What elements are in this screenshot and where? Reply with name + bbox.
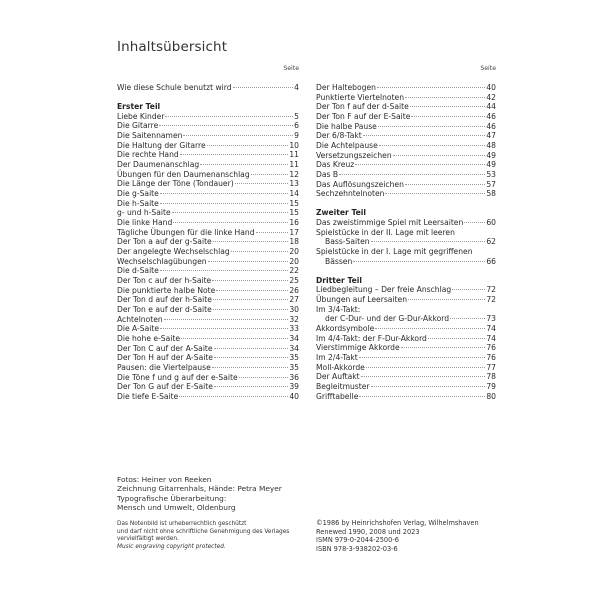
toc-entry-label: Der Ton d auf der h-Saite	[117, 295, 212, 305]
toc-entry[interactable]	[316, 180, 496, 190]
dot-leader	[405, 184, 485, 185]
toc-entry-label: Der Ton f auf der d-Saite	[316, 102, 409, 112]
toc-entry[interactable]: Bässen 66	[325, 256, 496, 266]
toc-entry[interactable]	[316, 334, 496, 344]
legal-line: und darf nicht ohne schriftliche Genehmigung des Verlages	[117, 528, 290, 535]
toc-entry-page: 32	[289, 314, 299, 324]
dot-leader	[256, 232, 289, 233]
toc-entry-label: Die halbe Pause	[316, 121, 377, 131]
toc-entry-page: 42	[486, 92, 496, 102]
toc-entry[interactable]: der C-Dur- und der G-Dur-Akkord 73	[325, 314, 496, 324]
toc-entry-label: Das Auflösungszeichen	[316, 179, 404, 189]
toc-entry-label: Die tiefe E-Saite	[117, 391, 179, 401]
dot-leader	[355, 164, 485, 165]
dot-leader	[371, 386, 486, 387]
dot-leader	[159, 125, 293, 126]
toc-entry[interactable]	[316, 392, 496, 402]
toc-entry[interactable]	[117, 353, 299, 363]
credit-line: Fotos: Heiner von Reeken	[117, 475, 212, 484]
dot-leader	[160, 328, 288, 329]
toc-entry-page: 80	[486, 391, 496, 401]
dot-leader	[160, 270, 288, 271]
toc-entry-page: 20	[289, 247, 299, 256]
toc-entry[interactable]	[117, 266, 299, 276]
toc-entry-label: Die Haltung der Gitarre	[117, 140, 206, 150]
dot-leader	[213, 299, 288, 300]
toc-entry-page: 10	[289, 140, 299, 150]
dot-leader	[363, 135, 486, 136]
toc-entry-page: 49	[486, 160, 496, 170]
toc-entry-page: 35	[289, 362, 299, 372]
dot-leader	[160, 203, 288, 204]
credit-line: Mensch und Umwelt, Oldenburg	[117, 503, 236, 513]
toc-entry-page: 58	[486, 189, 496, 199]
dot-leader	[207, 145, 289, 146]
toc-entry[interactable]	[316, 170, 496, 180]
toc-entry-line[interactable]: Spielstücke in der I. Lage mit gegriffenen	[316, 247, 473, 256]
dot-leader	[172, 212, 289, 213]
toc-entry-line[interactable]: Im 3/4-Takt:	[316, 304, 361, 314]
toc-entry[interactable]: Übungen auf Leersaiten 72	[316, 295, 496, 305]
toc-entry-label: Die h-Saite	[117, 198, 159, 208]
toc-list	[316, 324, 496, 401]
toc-entry-label: Achtelnoten	[117, 314, 163, 324]
toc-entry-page: 57	[486, 179, 496, 189]
toc-entry-label: Der Auftakt	[316, 372, 360, 382]
toc-entry[interactable]	[316, 93, 496, 103]
toc-entry[interactable]	[117, 286, 299, 296]
dot-leader	[213, 241, 289, 242]
toc-entry-label: Der Daumenanschlag	[117, 160, 200, 170]
dot-leader	[200, 164, 288, 165]
toc-entry-page: 76	[486, 343, 496, 353]
toc-entry-label: Der Haltebogen	[316, 83, 376, 92]
section-heading: Dritter Teil	[316, 275, 362, 285]
toc-entry-page: 26	[289, 285, 299, 295]
toc-entry[interactable]	[316, 102, 496, 112]
toc-entry-page: 36	[289, 372, 299, 382]
toc-entry[interactable]	[117, 189, 299, 199]
legal-line: Das Notenbild ist urheberrechtlich geschützt	[117, 521, 247, 527]
toc-entry[interactable]	[117, 121, 299, 131]
toc-entry-page: 40	[289, 391, 299, 401]
dot-leader	[375, 328, 485, 329]
toc-entry-label: Akkordsymbole	[316, 324, 375, 334]
toc-entry[interactable]	[316, 189, 496, 199]
dot-leader	[410, 106, 486, 107]
dot-leader	[377, 87, 485, 88]
dot-leader	[231, 251, 289, 252]
toc-entry-page: 34	[289, 333, 299, 343]
toc-entry[interactable]	[316, 324, 496, 334]
toc-entry[interactable]	[117, 112, 299, 122]
toc-entry[interactable]	[117, 305, 299, 315]
copyright-notice	[316, 519, 479, 553]
dot-leader	[393, 155, 486, 156]
dot-leader	[214, 357, 288, 358]
dot-leader	[359, 396, 485, 397]
toc-entry-page: 15	[289, 198, 299, 208]
toc-entry[interactable]	[117, 363, 299, 373]
toc-entry[interactable]: Liedbegleitung – Der freie Anschlag 72	[316, 285, 496, 295]
dot-leader	[208, 261, 289, 262]
dot-leader	[160, 193, 288, 194]
toc-entry[interactable]	[117, 276, 299, 286]
toc-entry[interactable]	[117, 382, 299, 392]
toc-entry-page: 48	[486, 140, 496, 150]
credits	[117, 475, 282, 513]
toc-entry-page: 30	[289, 304, 299, 314]
toc-entry-page: 11	[289, 160, 299, 170]
toc-entry[interactable]: Wie diese Schule benutzt wird 4	[117, 83, 299, 92]
toc-entry-label: Das B	[316, 169, 339, 179]
toc-entry-label: Der angelegte Wechselschlag	[117, 247, 230, 256]
toc-entry-page: 11	[289, 150, 299, 160]
toc-entry-page: 20	[289, 256, 299, 266]
toc-entry-label: Die Töne f und g auf der e-Saite	[117, 372, 238, 382]
toc-entry-label: Vierstimmige Akkorde	[316, 343, 400, 353]
toc-entry-page: 46	[486, 111, 496, 121]
toc-entry[interactable]	[117, 392, 299, 402]
toc-entry[interactable]	[117, 160, 299, 170]
dot-leader	[411, 116, 485, 117]
toc-entry-label: Die Länge der Töne (Tondauer)	[117, 179, 234, 189]
dot-leader	[366, 367, 485, 368]
dot-leader	[385, 193, 485, 194]
toc-entry[interactable]	[316, 382, 496, 392]
toc-entry-label: Der Ton e auf der d-Saite	[117, 304, 212, 314]
toc-entry-page: 47	[486, 131, 496, 141]
toc-entry-label: Der 6/8-Takt	[316, 131, 362, 141]
toc-entry-page: 34	[289, 343, 299, 353]
dot-leader	[213, 309, 289, 310]
toc-entry-label: Im 2/4-Takt	[316, 353, 358, 363]
toc-entry-label: Die Gitarre	[117, 121, 159, 131]
toc-entry-page: 76	[486, 353, 496, 363]
dot-leader	[214, 386, 288, 387]
legal-line: Music engraving copyright protected.	[117, 543, 226, 550]
dot-leader	[173, 222, 288, 223]
toc-entry-label: Der Ton c auf der h-Saite	[117, 275, 212, 285]
page-column-header: Seite	[283, 65, 299, 72]
dot-leader	[181, 338, 288, 339]
dot-leader	[401, 347, 486, 348]
toc-entry-page: 74	[486, 333, 496, 343]
toc-entry-label: Pausen: die Viertelpause	[117, 362, 211, 372]
toc-entry[interactable]	[117, 131, 299, 141]
toc-entry-page: 17	[289, 227, 299, 237]
toc-entry[interactable]	[316, 353, 496, 363]
toc-entry-page: 53	[486, 169, 496, 179]
dot-leader	[235, 183, 289, 184]
toc-entry[interactable]	[316, 112, 496, 122]
toc-entry[interactable]	[117, 334, 299, 344]
toc-entry-page: 46	[486, 121, 496, 131]
toc-entry-label: Die rechte Hand	[117, 150, 179, 160]
section-heading: Zweiter Teil	[316, 208, 366, 218]
toc-entry-label: Der Ton a auf der g-Saite	[117, 237, 212, 247]
toc-left-column	[117, 64, 299, 402]
toc-entry[interactable]	[316, 141, 496, 151]
copyright-line: Renewed 1990, 2008 und 2023	[316, 527, 420, 536]
toc-entry-label: Sechzehntelnoten	[316, 189, 385, 199]
toc-entry-page: 39	[289, 382, 299, 392]
toc-entry-label: Übungen für den Daumenanschlag	[117, 169, 250, 179]
toc-entry-label: Die g-Saite	[117, 189, 159, 199]
toc-list	[316, 83, 496, 199]
dot-leader	[378, 126, 485, 127]
toc-entry-page: 44	[486, 102, 496, 112]
toc-entry[interactable]	[316, 131, 496, 141]
toc-entry-page: 79	[486, 382, 496, 392]
toc-entry-page: 27	[289, 295, 299, 305]
dot-leader	[361, 376, 486, 377]
dot-leader	[339, 174, 485, 175]
toc-entry-page: 49	[486, 150, 496, 160]
toc-entry-page: 40	[486, 83, 496, 92]
toc-entry-page: 25	[289, 275, 299, 285]
toc-entry[interactable]	[117, 295, 299, 305]
toc-entry[interactable]	[316, 83, 496, 93]
toc-entry[interactable]	[117, 218, 299, 228]
toc-entry-label: Wechselschlagübungen	[117, 256, 207, 266]
toc-entry-label: Tägliche Übungen für die linke Hand	[117, 227, 255, 237]
toc-entry-page: 13	[289, 179, 299, 189]
toc-entry[interactable]	[117, 257, 299, 267]
toc-entry-label: Grifftabelle	[316, 391, 359, 401]
toc-entry-page: 12	[289, 169, 299, 179]
toc-entry-page: 77	[486, 362, 496, 372]
toc-entry-page: 5	[294, 111, 299, 121]
toc-entry[interactable]	[117, 228, 299, 238]
toc-entry[interactable]	[117, 199, 299, 209]
dot-leader	[359, 357, 486, 358]
dot-leader	[239, 377, 289, 378]
toc-entry[interactable]: Das zweistimmige Spiel mit Leersaiten 60	[316, 218, 496, 228]
dot-leader	[212, 280, 288, 281]
dot-leader	[405, 97, 485, 98]
copyright-line: ©1986 by Heinrichshofen Verlag, Wilhelmshaven	[316, 519, 479, 527]
toc-entry-label: Die punktierte halbe Note	[117, 285, 216, 295]
toc-entry-label: Im 4/4-Takt: der F-Dur-Akkord	[316, 333, 427, 343]
toc-entry[interactable]	[316, 122, 496, 132]
toc-entry-label: Das Kreuz	[316, 160, 355, 170]
toc-entry[interactable]	[117, 324, 299, 334]
dot-leader	[216, 290, 288, 291]
dot-leader	[183, 135, 293, 136]
dot-leader	[214, 348, 289, 349]
dot-leader	[164, 319, 289, 320]
page-title: Inhaltsübersicht	[117, 39, 228, 55]
toc-entry-page: 74	[486, 324, 496, 334]
toc-entry[interactable]	[117, 247, 299, 257]
toc-entry[interactable]	[117, 170, 299, 180]
toc-entry-page: 33	[289, 324, 299, 334]
toc-entry[interactable]	[316, 372, 496, 382]
dot-leader	[212, 367, 289, 368]
toc-entry-label: Die A-Saite	[117, 324, 160, 334]
toc-entry-page: 22	[289, 266, 299, 276]
toc-entry-label: Die d-Saite	[117, 266, 159, 276]
toc-list	[117, 112, 299, 402]
toc-entry-line[interactable]: Spielstücke in der II. Lage mit leeren	[316, 227, 455, 237]
toc-entry-page: 15	[289, 208, 299, 218]
toc-entry-page: 18	[289, 237, 299, 247]
toc-entry[interactable]	[117, 315, 299, 325]
credit-line: Zeichnung Gitarrenhals, Hände: Petra Meyer	[117, 484, 282, 494]
toc-entry-label: g- und h-Saite	[117, 208, 171, 218]
toc-entry[interactable]	[316, 343, 496, 353]
toc-entry-label: Die linke Hand	[117, 218, 173, 228]
toc-entry-label: Die Achtelpause	[316, 140, 378, 150]
section-heading: Erster Teil	[117, 102, 161, 112]
toc-entry-label: Die hohe e-Saite	[117, 333, 181, 343]
toc-entry[interactable]	[117, 141, 299, 151]
toc-entry[interactable]	[316, 151, 496, 161]
toc-entry-label: Punktierte Viertelnoten	[316, 92, 405, 102]
toc-entry-label: Der Ton G auf der E-Saite	[117, 382, 213, 392]
legal-notice	[117, 521, 289, 551]
toc-entry-label: Der Ton C auf der A-Saite	[117, 343, 213, 353]
dot-leader	[379, 145, 486, 146]
toc-entry-label: Begleitmuster	[316, 382, 370, 392]
toc-entry-page: 35	[289, 353, 299, 363]
dot-leader	[165, 116, 293, 117]
toc-entry[interactable]	[117, 179, 299, 189]
toc-entry-label: Liebe Kinder	[117, 111, 165, 121]
dot-leader	[428, 338, 485, 339]
ismn: ISMN 979-0-2044-2500-6	[316, 536, 399, 545]
toc-entry[interactable]	[117, 237, 299, 247]
toc-right-column	[316, 64, 496, 401]
toc-entry[interactable]	[316, 160, 496, 170]
toc-entry-label: Der Ton H auf der A-Saite	[117, 353, 213, 363]
toc-entry-label: Versetzungszeichen	[316, 150, 392, 160]
toc-entry-label: Der Ton F auf der E-Saite	[316, 111, 411, 121]
toc-entry[interactable]	[117, 373, 299, 383]
dot-leader	[179, 396, 288, 397]
toc-entry[interactable]: Bass-Saiten 62	[325, 237, 496, 247]
legal-line: vervielfältigt werden.	[117, 536, 179, 543]
toc-entry-page: 9	[294, 131, 299, 141]
toc-entry[interactable]	[117, 344, 299, 354]
toc-entry-page: 6	[294, 121, 299, 131]
toc-entry[interactable]	[117, 208, 299, 218]
toc-entry[interactable]	[117, 150, 299, 160]
toc-entry-page: 14	[289, 189, 299, 199]
dot-leader	[180, 154, 289, 155]
toc-entry[interactable]	[316, 363, 496, 373]
isbn: ISBN 978-3-938202-03-6	[316, 544, 398, 553]
toc-entry-page: 78	[486, 372, 496, 382]
page-column-header: Seite	[480, 65, 496, 72]
credit-line: Typografische Überarbeitung:	[117, 493, 227, 503]
dot-leader	[251, 174, 289, 175]
toc-entry-label: Moll-Akkorde	[316, 362, 365, 372]
toc-entry-label: Die Saitennamen	[117, 131, 183, 141]
toc-entry-page: 16	[289, 218, 299, 228]
